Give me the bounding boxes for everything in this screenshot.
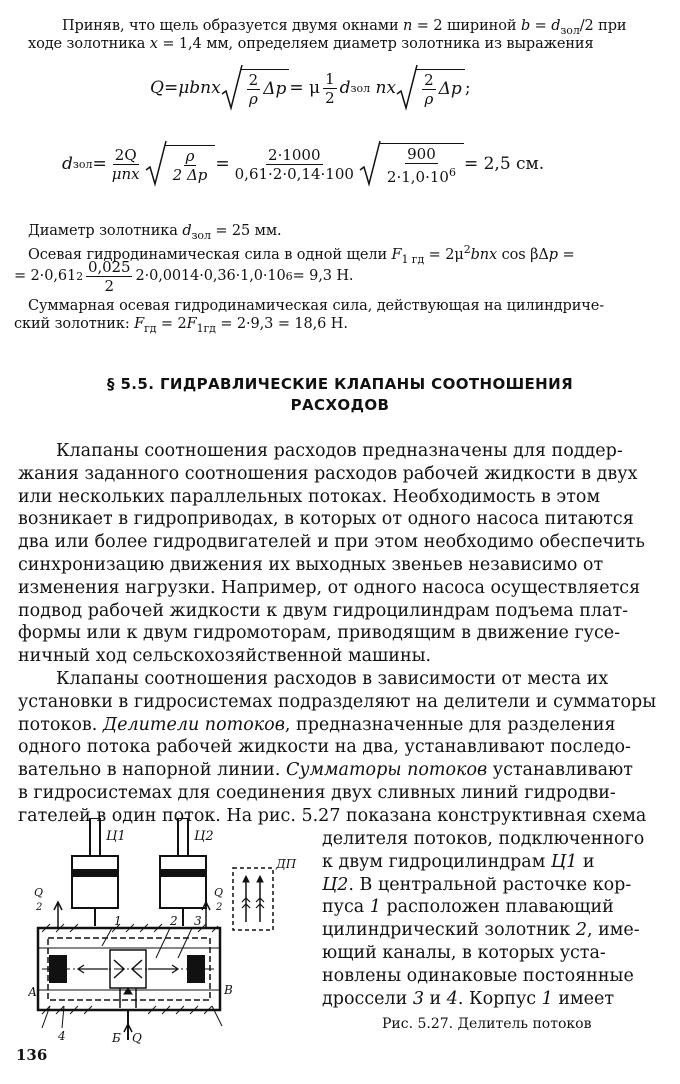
- sqrt-symbol: $\frac{\rho}{2 \Delta p}$: [145, 140, 216, 188]
- total-force-line-2: ский золотник: $F_{гд} = 2F_{1гд} = 2\cdot 9,3 = 18,6$ Н.: [14, 316, 348, 335]
- paragraph-2: Клапаны соотношения расходов в зависимости от места их установки в гидросистемах подразделяют на делители и сумматоры потоков. Делители потоков, предназначенные для разделения одного потока рабочей жидкости на два, устанавливают последо- вательно в напорной линии. Сумматоры потоков устанавливают в гидросистемах для соединения двух сливных линий гидродви- гателей в один поток. На рис. 5.27 показана конструктивная схема: [18, 669, 657, 826]
- label-2-left: 2: [36, 902, 43, 913]
- label-q-inlet: Q: [132, 1031, 142, 1045]
- label-c2: Ц2: [194, 829, 214, 844]
- label-q-right: Q: [214, 886, 224, 899]
- label-a: А: [28, 985, 38, 999]
- page-number: 136: [16, 1046, 48, 1064]
- flow-divider-diagram: [28, 818, 318, 1050]
- axial-force-line-1: Осевая гидродинамическая сила в одной щели $F_{1 гд} = 2\mu^2bnx$ cos βΔp =: [28, 243, 575, 266]
- paragraph-1: Клапаны соотношения расходов предназначены для поддер- жания заданного соотношения расходов рабочей жидкости в двух или нескольких параллельных потоках. Необходимость в этом возникает в гидроприводах, в которых от одного насоса питаются два или более гидродвигателей и при этом необходимо обеспечить синхронизацию движения их выходных звеньев независимо от изменения нагрузки. Например, от одного насоса осуществляется подвод рабочей жидкости к двум гидроцилиндрам подъема плат- формы или к двум гидромоторам, приводящим в движение гусе- ничный ход сельскохозяйственной машины.: [18, 441, 645, 667]
- label-4: 4: [58, 1029, 66, 1043]
- choke-4: [50, 956, 66, 982]
- diameter-result: Диаметр золотника $d_{зол} = 25$ мм.: [28, 223, 282, 242]
- intro-line-2: ходе золотника x = 1,4 мм, определяем диаметр золотника из выражения: [28, 36, 594, 52]
- total-force-line-1: Суммарная осевая гидродинамическая сила, действующая на цилиндриче-: [28, 298, 605, 314]
- intro-line-1: Приняв, что щель образуется двумя окнами n = 2 шириной $b = d_{зол}/2$ при: [62, 18, 627, 37]
- equation-spool-diameter: d зол = $\frac{2Q}{\text{μnx}}$ $\frac{\rho}{2 \Delta p}$ = $\frac{2\cdot 1000}{0,61\cdot 2\cdot 0,14\cdot 100}$ $\frac{900}{2\cdot 1,0\cdot 10^6}$ = 2,5 см.: [62, 140, 544, 188]
- figure-caption: Рис. 5.27. Делитель потоков: [382, 1016, 592, 1032]
- section-heading: § 5.5. ГИДРАВЛИЧЕСКИЕ КЛАПАНЫ СООТНОШЕНИЯ РАСХОДОВ: [106, 375, 574, 414]
- label-2-right: 2: [216, 902, 223, 913]
- equation-flow-rate: Q = μbnx $\frac{2}{\rho}$ Δp = μ $\frac{1}{2}$ d зол nx $\frac{2}{\rho}$ Δp ;: [150, 64, 471, 112]
- label-b: Б: [112, 1031, 121, 1045]
- label-q-left: Q: [34, 886, 44, 899]
- axial-force-line-2: = 2·0,61 2 $\frac{0,025}{2}$ 2·0,0014·0,36·1,0·10 6 = 9,3 Н.: [14, 258, 354, 295]
- sqrt-symbol: $\frac{2}{\rho}$ Δp: [396, 64, 465, 112]
- label-2: 2: [170, 914, 178, 928]
- choke-3: [188, 956, 204, 982]
- sqrt-symbol: $\frac{900}{2\cdot 1,0\cdot 10^6}$: [359, 140, 464, 188]
- label-c1: Ц1: [106, 829, 126, 844]
- label-1: 1: [114, 914, 122, 928]
- figure-wrap-text: делителя потоков, подключенного к двум гидроцилиндрам Ц1 и Ц2. В центральной расточке кор- пуса 1 расположен плавающий цилиндрический золотник 2, име- ющий каналы, в которых уста- новлены одинаковые постоянные дроссели 3 и 4. Корпус 1 имеет: [322, 829, 645, 1009]
- divider-symbol: [233, 868, 273, 930]
- label-v: В: [224, 983, 233, 997]
- label-3: 3: [194, 914, 202, 928]
- label-dp: ДП: [276, 857, 297, 871]
- sqrt-symbol: $\frac{2}{\rho}$ Δp: [221, 64, 290, 112]
